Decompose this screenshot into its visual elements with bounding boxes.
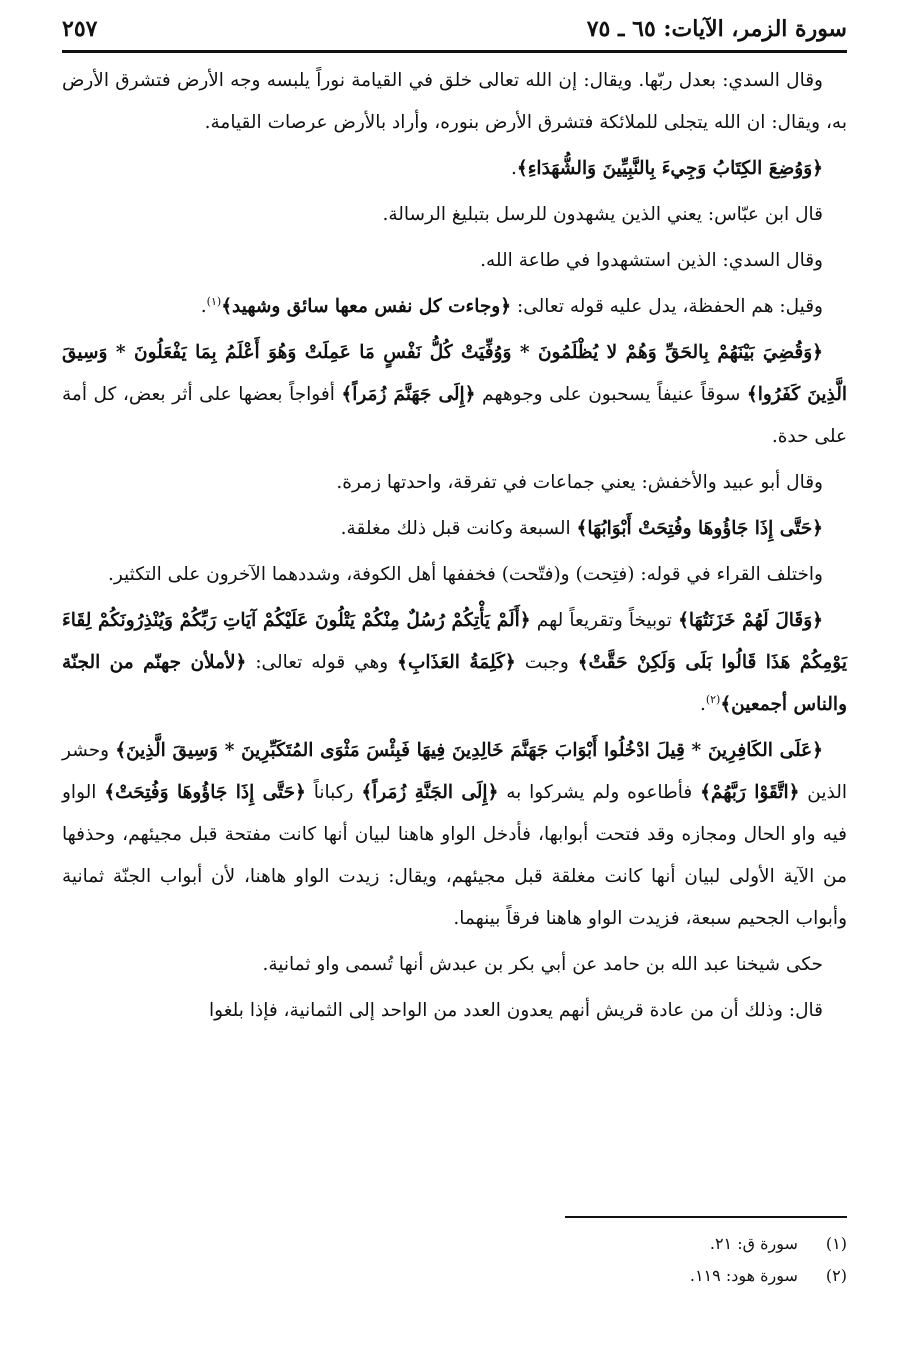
paragraph-text: أفواجاً بعضها على أثر بعض، كل أمة على حدة. — [62, 384, 847, 447]
quran-verse: ﴿وَوُضِعَ الكِتَابُ وَجِيءَ بِالنَّبِيِّينَ وَالشُّهَدَاءِ﴾ — [516, 158, 823, 179]
quran-verse: ﴿إِلَى الجَنَّةِ زُمَراً﴾ — [361, 782, 499, 803]
header-rule — [62, 50, 847, 53]
paragraph-text: وقال السدي: الذين استشهدوا في طاعة الله. — [480, 250, 823, 271]
paragraph-text: . — [699, 694, 706, 715]
paragraph-text: قال: وذلك أن من عادة قريش أنهم يعدون العدد من الواحد إلى الثمانية، فإذا بلغوا — [209, 1000, 823, 1021]
paragraph-text: وقال السدي: بعدل ربّها. ويقال: إن الله تعالى خلق في القيامة نوراً يلبسه وجه الأرض فتشرق الأرض به، ويقال: ان الله يتجلى للملائكة فتشرق الأرض بنوره، وأراد بالأرض عرصات القيامة. — [62, 70, 847, 133]
paragraph — [62, 240, 847, 282]
quran-verse: ﴿كَلِمَةُ العَذَابِ﴾ — [397, 652, 516, 673]
paragraph-text: وقيل: هم الحفظة، يدل عليه قوله تعالى: — [516, 296, 823, 317]
page-number: ٢٥٧ — [62, 16, 98, 42]
paragraph-text: . — [200, 296, 207, 317]
footnote-number: (١) — [825, 1234, 847, 1253]
footnote — [62, 1260, 847, 1292]
paragraph-text: سوقاً عنيفاً يسحبون على وجوههم — [475, 384, 747, 405]
quran-verse: ﴿حَتَّى إِذَا جَاؤُوهَا وَفُتِحَتْ﴾ — [104, 782, 306, 803]
footnotes — [62, 1228, 847, 1292]
quran-verse: ﴿حَتَّى إِذَا جَاؤُوهَا وفُتِحَتْ أَبْوَابُهَا﴾ — [576, 518, 823, 539]
paragraph — [62, 462, 847, 504]
paragraph — [62, 194, 847, 236]
paragraph-text: ركباناً — [305, 782, 362, 803]
paragraph-text: السبعة وكانت قبل ذلك مغلقة. — [340, 518, 577, 539]
paragraph-text: وحشر الذين — [62, 740, 847, 803]
paragraph — [62, 148, 847, 190]
footnote-text: سورة ق: ٢١. — [709, 1234, 798, 1253]
paragraph — [62, 554, 847, 596]
page-body — [62, 60, 847, 1036]
quran-verse: ﴿وَقُضِيَ بَيْنَهُمْ بِالحَقِّ وَهُمْ لا يُظْلَمُونَ * وَوُفِّيَتْ كُلُّ نَفْسٍ مَا عَمِلَتْ وَهُوَ أَعْلَمُ بِمَا يَفْعَلُونَ * وَسِيقَ الَّذِينَ كَفَرُوا﴾ — [62, 342, 847, 405]
footnote-text: سورة هود: ١١٩. — [689, 1266, 798, 1285]
paragraph-text: وهي قوله تعالى: — [246, 652, 398, 673]
quran-verse: ﴿اتَّقَوْا رَبَّهُمْ﴾ — [700, 782, 800, 803]
quoted-verse: ﴿لأملأن جهنّم من الجنّة والناس أجمعين﴾ — [62, 652, 847, 715]
footnote-rule — [565, 1216, 847, 1218]
paragraph — [62, 60, 847, 144]
footnote-ref: (١) — [206, 294, 222, 308]
quran-verse: ﴿عَلَى الكَافِرِينَ * قِيلَ ادْخُلُوا أَبْوَابَ جَهَنَّمَ خَالِدِينَ فِيهَا فَبِئْسَ مَثْوَى المُتَكَبِّرِينَ * وَسِيقَ الَّذِينَ﴾ — [115, 740, 823, 761]
paragraph-text: واختلف القراء في قوله: (فتِحت) و(فتّحت) فخففها أهل الكوفة، وشددهما الآخرون على التكثير. — [107, 564, 823, 585]
quran-verse: ﴿إِلَى جَهَنَّمَ زُمَراً﴾ — [341, 384, 476, 405]
paragraph-text: . — [511, 158, 517, 179]
paragraph-text: وقال أبو عبيد والأخفش: يعني جماعات في تفرقة، واحدتها زمرة. — [336, 472, 823, 493]
paragraph-text: الواو فيه واو الحال ومجازه وقد فتحت أبوابها، فأدخل الواو هاهنا لبيان أنها كانت مفتحة قبل مجيئهم، وحذفها من الآية الأولى لبيان أنها كانت مغلقة قبل مجيئهم، ويقال: زيدت الواو هاهنا، لأن أبواب الجنّة ثمانية وأبواب الجحيم سبعة، فزيدت الواو هاهنا فرقاً بينهما. — [62, 782, 847, 929]
paragraph — [62, 332, 847, 458]
quran-verse: ﴿وَقَالَ لَهُمْ خَزَنَتُهَا﴾ — [678, 610, 824, 631]
paragraph-text: حكى شيخنا عبد الله بن حامد عن أبي بكر بن عبدش أنها تُسمى واو ثمانية. — [262, 954, 823, 975]
quran-verse: ﴿أَلَمْ يَأْتِكُمْ رُسُلٌ مِنْكُمْ يَتْلُونَ عَلَيْكُمْ آيَاتِ رَبِّكُمْ وَيُنْذِرُونَكُمْ لِقَاءَ يَوْمِكُمْ هَذَا قَالُوا بَلَى وَلَكِنْ حَقَّتْ﴾ — [62, 610, 847, 673]
paragraph — [62, 286, 847, 328]
footnote — [62, 1228, 847, 1260]
paragraph-text: وجبت — [515, 652, 578, 673]
footnote-number: (٢) — [825, 1266, 847, 1285]
page-header — [62, 12, 847, 48]
paragraph — [62, 730, 847, 940]
paragraph — [62, 600, 847, 726]
paragraph — [62, 508, 847, 550]
sura-title: سورة الزمر، الآيات: ٦٥ ـ ٧٥ — [586, 16, 847, 42]
paragraph — [62, 944, 847, 986]
paragraph — [62, 990, 847, 1032]
footnote-ref: (٢) — [705, 692, 721, 706]
quoted-verse: ﴿وجاءت كل نفس معها سائق وشهيد﴾ — [221, 296, 512, 317]
paragraph-text: فأطاعوه ولم يشركوا به — [498, 782, 701, 803]
paragraph-text: توبيخاً وتقريعاً لهم — [530, 610, 679, 631]
paragraph-text: قال ابن عبّاس: يعني الذين يشهدون للرسل بتبليغ الرسالة. — [382, 204, 823, 225]
